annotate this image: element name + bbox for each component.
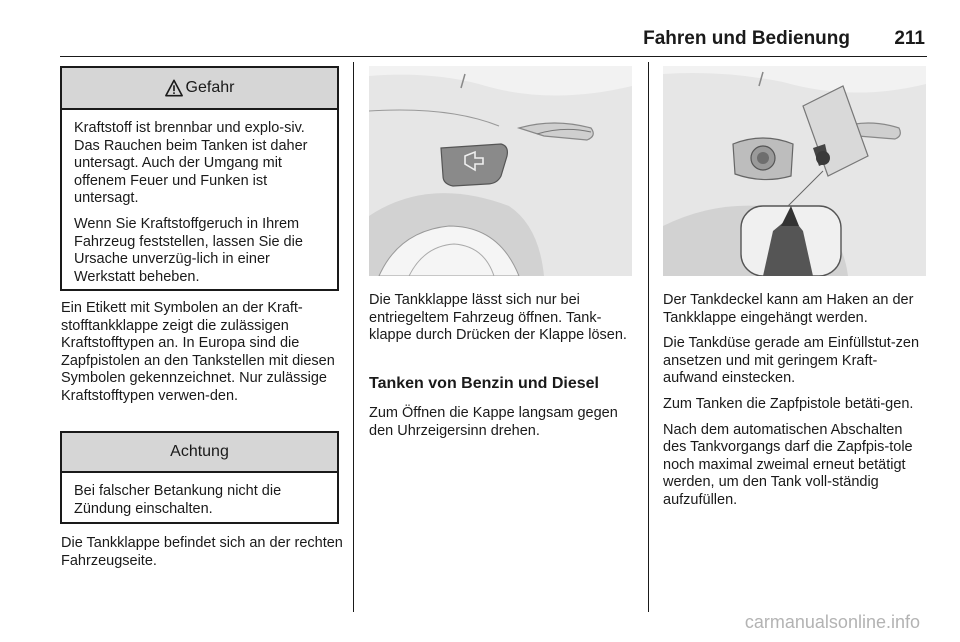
danger-box-title: Gefahr <box>185 79 235 96</box>
caution-box-body <box>62 473 337 534</box>
caution-box <box>60 431 339 524</box>
danger-box <box>60 66 339 291</box>
right-paragraph: Zum Tanken die Zapfpistole betäti-gen. <box>663 395 914 412</box>
page-number: 211 <box>894 28 925 49</box>
flap-location-paragraph: Die Tankklappe befindet sich an der rechten Fahrzeugseite. <box>61 535 343 569</box>
right-paragraph: Nach dem automatischen Abschalten des Tankvorgangs darf die Zapfpis-tole noch maximal zweimal erneut betätigt werden, um den Tank voll-ständig aufzufüllen. <box>663 421 913 508</box>
caution-box-header: Achtung <box>62 433 337 473</box>
fuel-cap-hook-drawing <box>663 66 926 276</box>
danger-box-body <box>62 110 337 302</box>
right-paragraph: Der Tankdeckel kann am Haken an der Tankklappe eingehängt werden. <box>663 292 914 326</box>
label-paragraph: Ein Etikett mit Symbolen an der Kraft-stofftankklappe zeigt die zulässigen Kraftstofftypen an. In Europa sind die Zapfpistolen an den Tankstellen mit diesen Symbolen gekennzeichnet. Nur zulässige Kraftstofftypen verwen-den. <box>61 300 335 404</box>
fuel-cap-hook-illustration <box>663 66 926 276</box>
danger-paragraph: Wenn Sie Kraftstoffgeruch in Ihrem Fahrzeug feststellen, lassen Sie die Ursache unverzüg-lich in einer Werkstatt beheben. <box>74 215 303 285</box>
header-rule <box>60 56 927 57</box>
fuel-flap-closed-illustration <box>369 66 632 276</box>
warning-triangle-icon <box>165 79 183 97</box>
right-paragraph: Die Tankdüse gerade am Einfüllstut-zen ansetzen und mit geringem Kraft-aufwand einstecken. <box>663 335 920 387</box>
danger-box-header <box>62 68 337 110</box>
fuel-flap-closed-drawing <box>369 66 632 276</box>
danger-paragraph: Kraftstoff ist brennbar und explo-siv. Das Rauchen beim Tanken ist daher untersagt. Auch der Umgang mit offenem Feuer und Funken ist untersagt. <box>74 120 308 207</box>
unlock-paragraph: Die Tankklappe lässt sich nur bei entriegeltem Fahrzeug öffnen. Tank-klappe durch Drücken der Klappe lösen. <box>369 292 627 344</box>
column-divider <box>648 62 649 612</box>
right-column-text <box>663 292 929 518</box>
section-title: Fahren und Bedienung <box>643 28 850 49</box>
watermark: carmanualsonline.info <box>744 612 920 632</box>
column-divider <box>353 62 354 612</box>
cap-paragraph: Zum Öffnen die Kappe langsam gegen den Uhrzeigersinn drehen. <box>369 405 618 439</box>
caution-text: Bei falscher Betankung nicht die Zündung einschalten. <box>74 483 282 517</box>
refuel-heading: Tanken von Benzin und Diesel <box>369 375 599 392</box>
